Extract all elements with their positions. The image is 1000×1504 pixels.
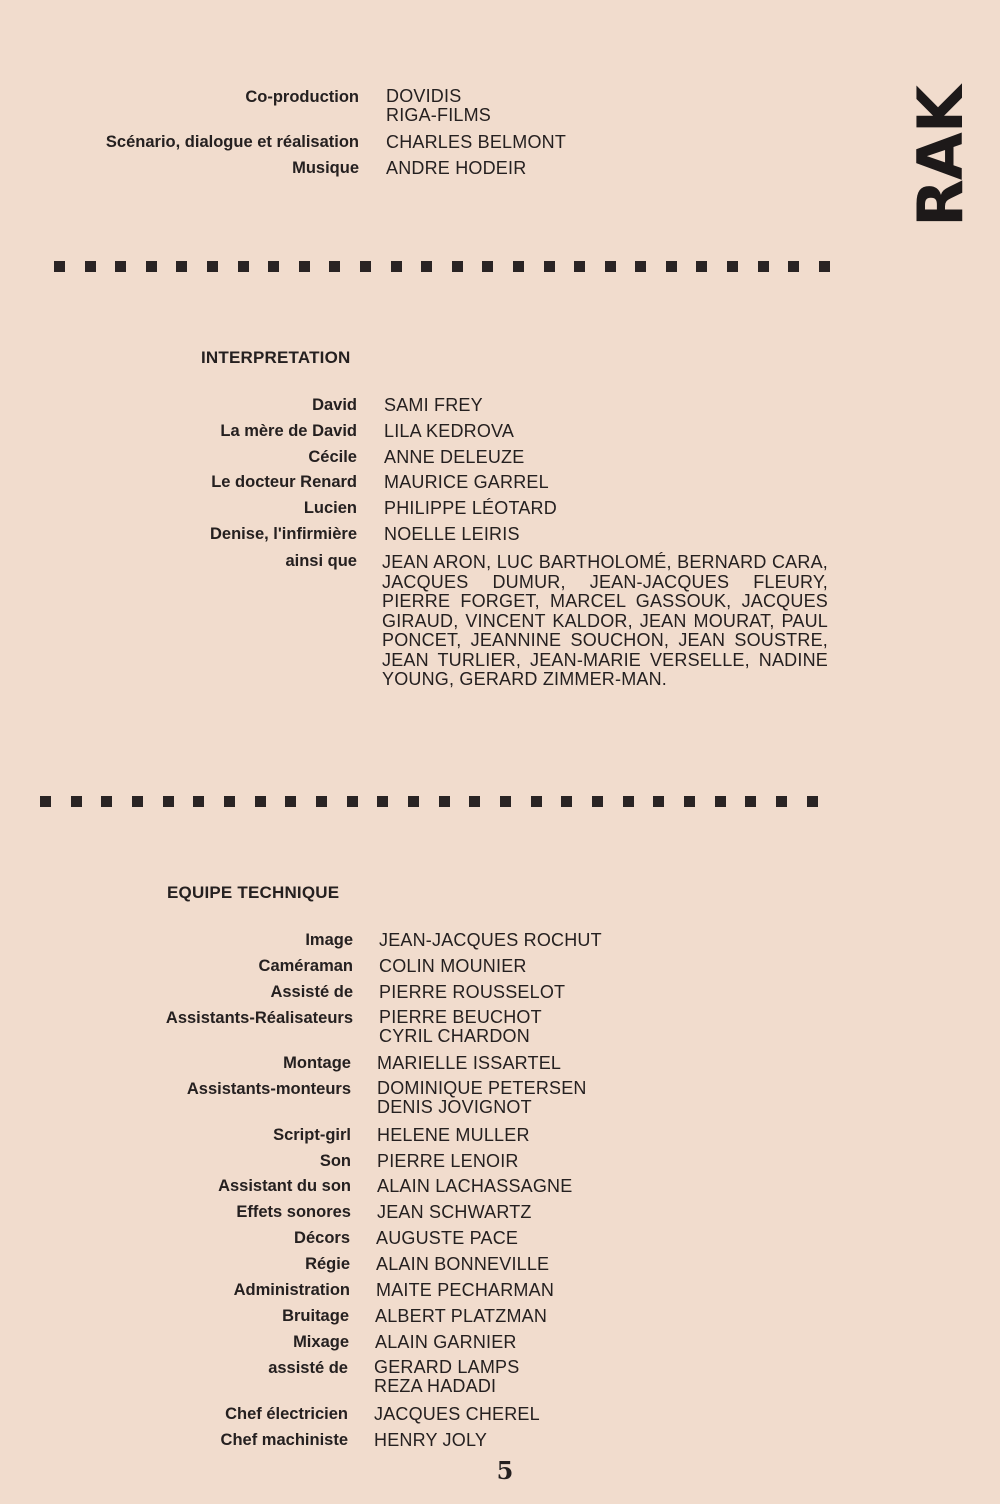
- cast-label: Cécile: [308, 448, 357, 466]
- crew-value: HELENE MULLER: [377, 1125, 530, 1145]
- cast-value: ANNE DELEUZE: [384, 447, 525, 467]
- page-number: 5: [496, 1456, 514, 1485]
- credit-value-musique: ANDRE HODEIR: [386, 158, 527, 178]
- crew-value: DOMINIQUE PETERSEN DENIS JOVIGNOT: [377, 1078, 587, 1117]
- cast-value: SAMI FREY: [384, 395, 483, 415]
- crew-value: PIERRE LENOIR: [377, 1151, 519, 1171]
- crew-value: PIERRE BEUCHOT CYRIL CHARDON: [379, 1007, 542, 1046]
- crew-label: Montage: [283, 1054, 351, 1072]
- crew-value: PIERRE ROUSSELOT: [379, 982, 566, 1002]
- cast-value: NOELLE LEIRIS: [384, 524, 520, 544]
- crew-label: Assisté de: [270, 983, 353, 1001]
- crew-label: assisté de: [268, 1359, 348, 1377]
- cast-value: MAURICE GARREL: [384, 472, 549, 492]
- cast-label-ainsi-que: ainsi que: [285, 552, 357, 570]
- crew-label: Script-girl: [273, 1126, 351, 1144]
- cast-value: LILA KEDROVA: [384, 421, 515, 441]
- crew-value: HENRY JOLY: [374, 1430, 488, 1450]
- cast-label: Lucien: [303, 499, 357, 517]
- crew-label: Régie: [305, 1255, 350, 1273]
- crew-label: Assistants-Réalisateurs: [165, 1009, 353, 1027]
- credit-value-coproduction: DOVIDIS RIGA-FILMS: [386, 86, 492, 125]
- crew-value: ALAIN LACHASSAGNE: [377, 1176, 573, 1196]
- crew-label: Image: [305, 931, 353, 949]
- cast-label: David: [312, 396, 357, 414]
- crew-value: MARIELLE ISSARTEL: [377, 1053, 562, 1073]
- cast-label: La mère de David: [220, 422, 357, 440]
- credit-label-coproduction: Co-production: [245, 88, 359, 106]
- crew-value: JEAN SCHWARTZ: [377, 1202, 532, 1222]
- cast-value-others: JEAN ARON, LUC BARTHOLOMÉ, BERNARD CARA, JACQUES DUMUR, JEAN-JACQUES FLEURY, PIERRE FORGET, MARCEL GASSOUK, JACQUES GIRAUD, VINCENT KALDOR, JEAN MOURAT, PAUL PONCET, JEANNINE SOUCHON, JEAN SOUSTRE, JEAN TURLIER, JEAN-MARIE VERSELLE, NADINE YOUNG, GERARD ZIMMER-MAN.: [382, 552, 828, 689]
- cast-label: Le docteur Renard: [211, 473, 357, 491]
- crew-value: JACQUES CHEREL: [374, 1404, 540, 1424]
- crew-value: COLIN MOUNIER: [379, 956, 527, 976]
- crew-value: ALAIN BONNEVILLE: [376, 1254, 550, 1274]
- interpretation-heading: INTERPRETATION: [201, 348, 351, 367]
- crew-value: JEAN-JACQUES ROCHUT: [379, 930, 602, 950]
- crew-label: Décors: [294, 1229, 350, 1247]
- cast-value: PHILIPPE LÉOTARD: [384, 498, 557, 518]
- crew-label: Administration: [233, 1281, 350, 1299]
- dash-divider-1: [54, 261, 830, 273]
- credit-label-scenario: Scénario, dialogue et réalisation: [105, 133, 359, 151]
- crew-value: MAITE PECHARMAN: [376, 1280, 555, 1300]
- crew-label: Bruitage: [282, 1307, 349, 1325]
- equipe-heading: EQUIPE TECHNIQUE: [167, 883, 340, 902]
- crew-value: ALAIN GARNIER: [375, 1332, 517, 1352]
- crew-label: Chef électricien: [225, 1405, 348, 1423]
- crew-label: Son: [319, 1152, 351, 1170]
- crew-label: Caméraman: [258, 957, 353, 975]
- cast-label: Denise, l'infirmière: [210, 525, 357, 543]
- crew-label: Mixage: [293, 1333, 349, 1351]
- crew-value: GERARD LAMPS REZA HADADI: [374, 1357, 520, 1396]
- crew-label: Chef machiniste: [220, 1431, 348, 1449]
- dash-divider-2: [40, 796, 818, 808]
- crew-label: Assistant du son: [218, 1177, 351, 1195]
- crew-label: Effets sonores: [236, 1203, 351, 1221]
- side-title: RAK: [903, 85, 977, 227]
- crew-value: ALBERT PLATZMAN: [375, 1306, 548, 1326]
- credit-label-musique: Musique: [292, 159, 359, 177]
- credit-value-scenario: CHARLES BELMONT: [386, 132, 567, 152]
- crew-label: Assistants-monteurs: [186, 1080, 351, 1098]
- crew-value: AUGUSTE PACE: [376, 1228, 519, 1248]
